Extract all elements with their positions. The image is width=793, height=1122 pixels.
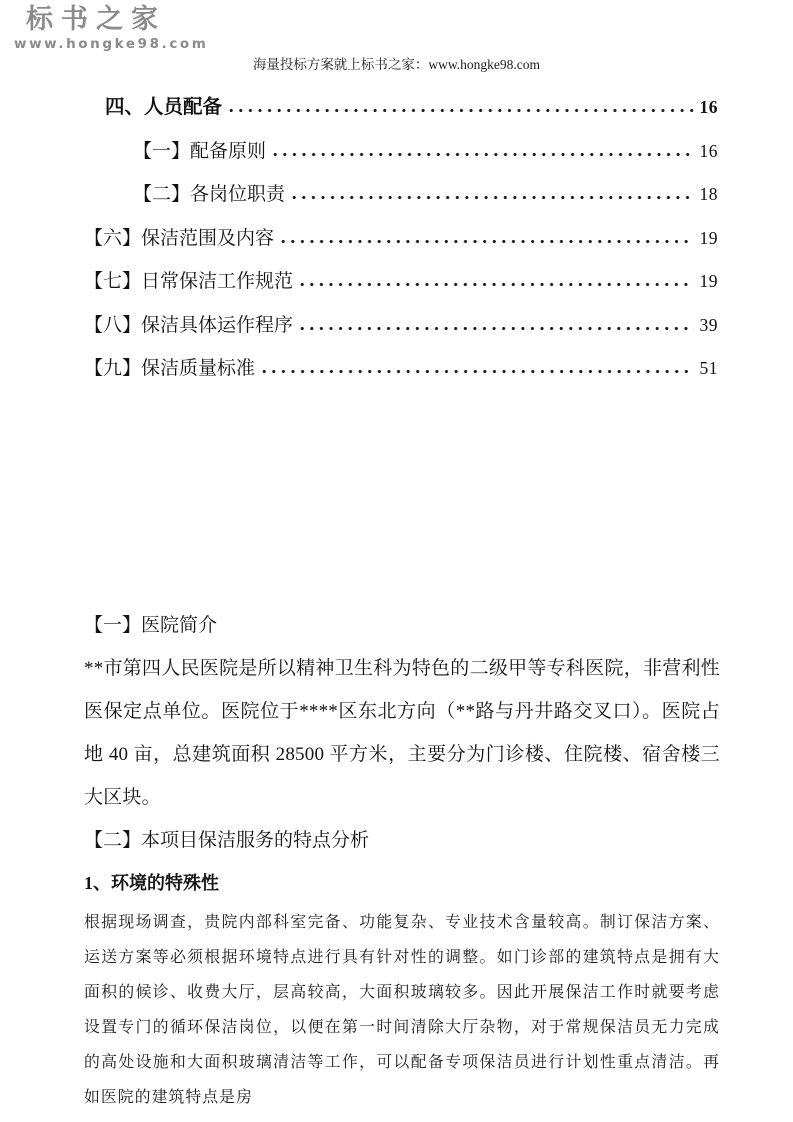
logo-url: www.hongke98.com <box>14 35 209 52</box>
toc-entry-label: 四、人员配备 <box>105 97 223 118</box>
toc-entry-page: 51 <box>699 358 718 378</box>
toc-entry-label: 【七】日常保洁工作规范 <box>84 271 294 292</box>
toc-entry[interactable] <box>84 173 718 217</box>
toc-entry-label: 【六】保洁范围及内容 <box>84 227 275 249</box>
toc-entry-page: 16 <box>699 140 718 161</box>
logo-title: 标书之家 <box>26 4 166 35</box>
toc-entry-label: 【九】保洁质量标准 <box>84 358 256 379</box>
dot-leader <box>300 319 693 331</box>
toc-entry-page: 19 <box>699 271 718 291</box>
toc-entry-page: 39 <box>699 314 718 335</box>
toc-entry[interactable] <box>84 86 718 130</box>
toc-entry-label: 【二】各岗位职责 <box>133 184 286 205</box>
dot-leader <box>292 188 693 200</box>
toc-entry[interactable] <box>84 347 718 391</box>
dot-leader <box>300 275 693 287</box>
toc-entry[interactable] <box>84 260 718 304</box>
toc-entry-label: 【一】配备原则 <box>133 140 267 162</box>
toc-entry-page: 19 <box>699 227 718 248</box>
header-tagline: 海量投标方案就上标书之家：www.hongke98.com <box>252 57 541 72</box>
section-heading-hospital-intro: 【一】医院简介 <box>84 615 218 636</box>
section-heading-features: 【二】本项目保洁服务的特点分析 <box>84 830 370 851</box>
table-of-contents <box>84 86 718 391</box>
dot-leader <box>262 362 693 374</box>
toc-entry[interactable] <box>84 130 718 174</box>
toc-entry-page: 18 <box>699 184 718 204</box>
dot-leader <box>273 145 693 157</box>
toc-entry-page: 16 <box>699 97 718 117</box>
hongke-logo <box>14 5 208 52</box>
paragraph-environment: 根据现场调查，贵院内部科室完备、功能复杂、专业技术含量较高。制订保洁方案、运送方案等必须根据环境特点进行具有针对性的调整。如门诊部的建筑特点是拥有大面积的候诊、收费大厅，层高较高，大面积玻璃较多。因此开展保洁工作时就要考虑设置专门的循环保洁岗位，以便在第一时间清除大厅杂物，对于常规保洁员无力完成的高处设施和大面积玻璃清洁等工作，可以配备专项保洁员进行计划性重点清洁。再如医院的建筑特点是房 <box>84 914 720 1106</box>
dot-leader <box>229 101 693 113</box>
toc-entry[interactable] <box>84 217 718 261</box>
dot-leader <box>281 232 693 244</box>
toc-entry[interactable] <box>84 304 718 348</box>
document-body <box>84 604 720 1115</box>
subsection-heading-environment: 1、环境的特殊性 <box>84 873 219 893</box>
paragraph-hospital-intro: **市第四人民医院是所以精神卫生科为特色的二级甲等专科医院，非营利性医保定点单位。医院位于****区东北方向（**路与丹井路交叉口）。医院占地 40 亩，总建筑面积 28500 平方米，主要分为门诊楼、住院楼、宿舍楼三大区块。 <box>84 658 720 808</box>
toc-entry-label: 【八】保洁具体运作程序 <box>84 314 294 336</box>
